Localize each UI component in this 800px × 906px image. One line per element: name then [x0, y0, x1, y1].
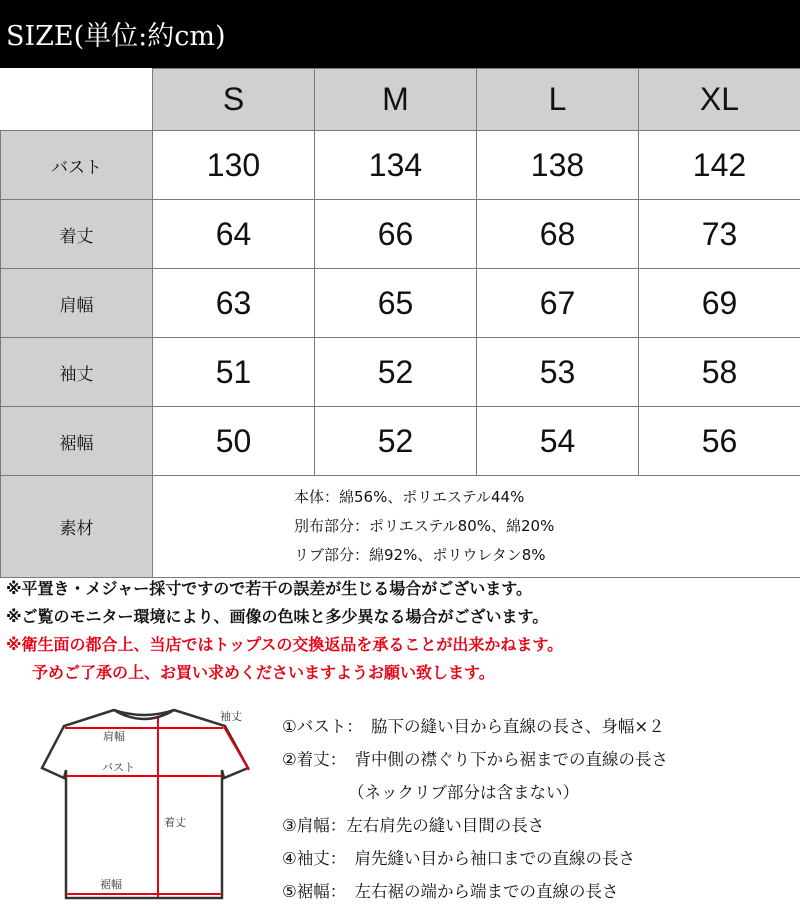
cell-value: 51	[153, 338, 315, 407]
length-label: 着丈	[164, 816, 186, 829]
cell-value: 66	[315, 200, 477, 269]
definition-line: ④袖丈： 肩先縫い目から袖口までの直線の長さ	[282, 849, 636, 868]
row-shoulder	[1, 269, 800, 338]
size-col-s: S	[153, 69, 315, 131]
cell-value: 50	[153, 407, 315, 476]
size-header	[0, 0, 800, 68]
cell-value: 53	[477, 338, 639, 407]
cell-value: 64	[153, 200, 315, 269]
cell-value: 69	[639, 269, 800, 338]
row-length	[1, 200, 800, 269]
size-header-row	[1, 69, 800, 131]
cell-value: 63	[153, 269, 315, 338]
tshirt-diagram	[40, 698, 250, 902]
row-label: 袖丈	[1, 338, 153, 407]
size-table	[0, 68, 800, 578]
row-bust	[1, 131, 800, 200]
material-line: 本体：綿56%、ポリエステル44%	[294, 488, 525, 506]
row-sleeve	[1, 338, 800, 407]
material-line: 別布部分：ポリエステル80%、綿20%	[294, 517, 555, 535]
material-line: リブ部分：綿92%、ポリウレタン8%	[294, 546, 546, 564]
cell-value: 130	[153, 131, 315, 200]
tshirt-outline	[42, 710, 248, 898]
note-line-warning: ※衛生面の都合上、当店ではトップスの交換返品を承ることが出来かねます。	[6, 635, 564, 654]
row-label: 素材	[1, 476, 153, 578]
cell-value: 67	[477, 269, 639, 338]
size-header-title: SIZE(単位:約cm)	[6, 21, 226, 52]
cell-value: 52	[315, 338, 477, 407]
notes	[6, 575, 796, 687]
row-label: バスト	[1, 131, 153, 200]
note-line: ※平置き・メジャー採寸ですので若干の誤差が生じる場合がございます。	[6, 579, 532, 598]
row-material	[1, 476, 800, 578]
definition-line: ①バスト： 脇下の縫い目から直線の長さ、身幅×２	[282, 717, 665, 736]
cell-value: 73	[639, 200, 800, 269]
size-col-l: L	[477, 69, 639, 131]
bust-label: バスト	[102, 761, 135, 774]
row-label: 肩幅	[1, 269, 153, 338]
definition-line: ⑤裾幅： 左右裾の端から端までの直線の長さ	[282, 882, 619, 901]
measurement-definitions	[282, 710, 797, 906]
note-line-warning: 予めご了承の上、お買い求めくださいますようお願い致します。	[32, 663, 495, 682]
cell-value: 142	[639, 131, 800, 200]
definition-line: ③肩幅：左右肩先の縫い目間の長さ	[282, 816, 545, 835]
corner-cell	[1, 69, 153, 131]
row-label: 着丈	[1, 200, 153, 269]
cell-value: 65	[315, 269, 477, 338]
cell-value: 138	[477, 131, 639, 200]
note-line: ※ご覧のモニター環境により、画像の色味と多少異なる場合がございます。	[6, 607, 549, 626]
material-cell	[153, 476, 800, 578]
definition-line: ②着丈： 背中側の襟ぐり下から裾までの直線の長さ	[282, 750, 669, 769]
cell-value: 56	[639, 407, 800, 476]
sleeve-label: 袖丈	[220, 710, 242, 723]
size-col-m: M	[315, 69, 477, 131]
cell-value: 58	[639, 338, 800, 407]
hem-label: 裾幅	[100, 878, 122, 891]
cell-value: 52	[315, 407, 477, 476]
row-hem	[1, 407, 800, 476]
cell-value: 54	[477, 407, 639, 476]
cell-value: 134	[315, 131, 477, 200]
shoulder-label: 肩幅	[103, 730, 125, 743]
row-label: 裾幅	[1, 407, 153, 476]
cell-value: 68	[477, 200, 639, 269]
size-col-xl: XL	[639, 69, 800, 131]
definition-line: （ネックリブ部分は含まない）	[348, 783, 579, 802]
